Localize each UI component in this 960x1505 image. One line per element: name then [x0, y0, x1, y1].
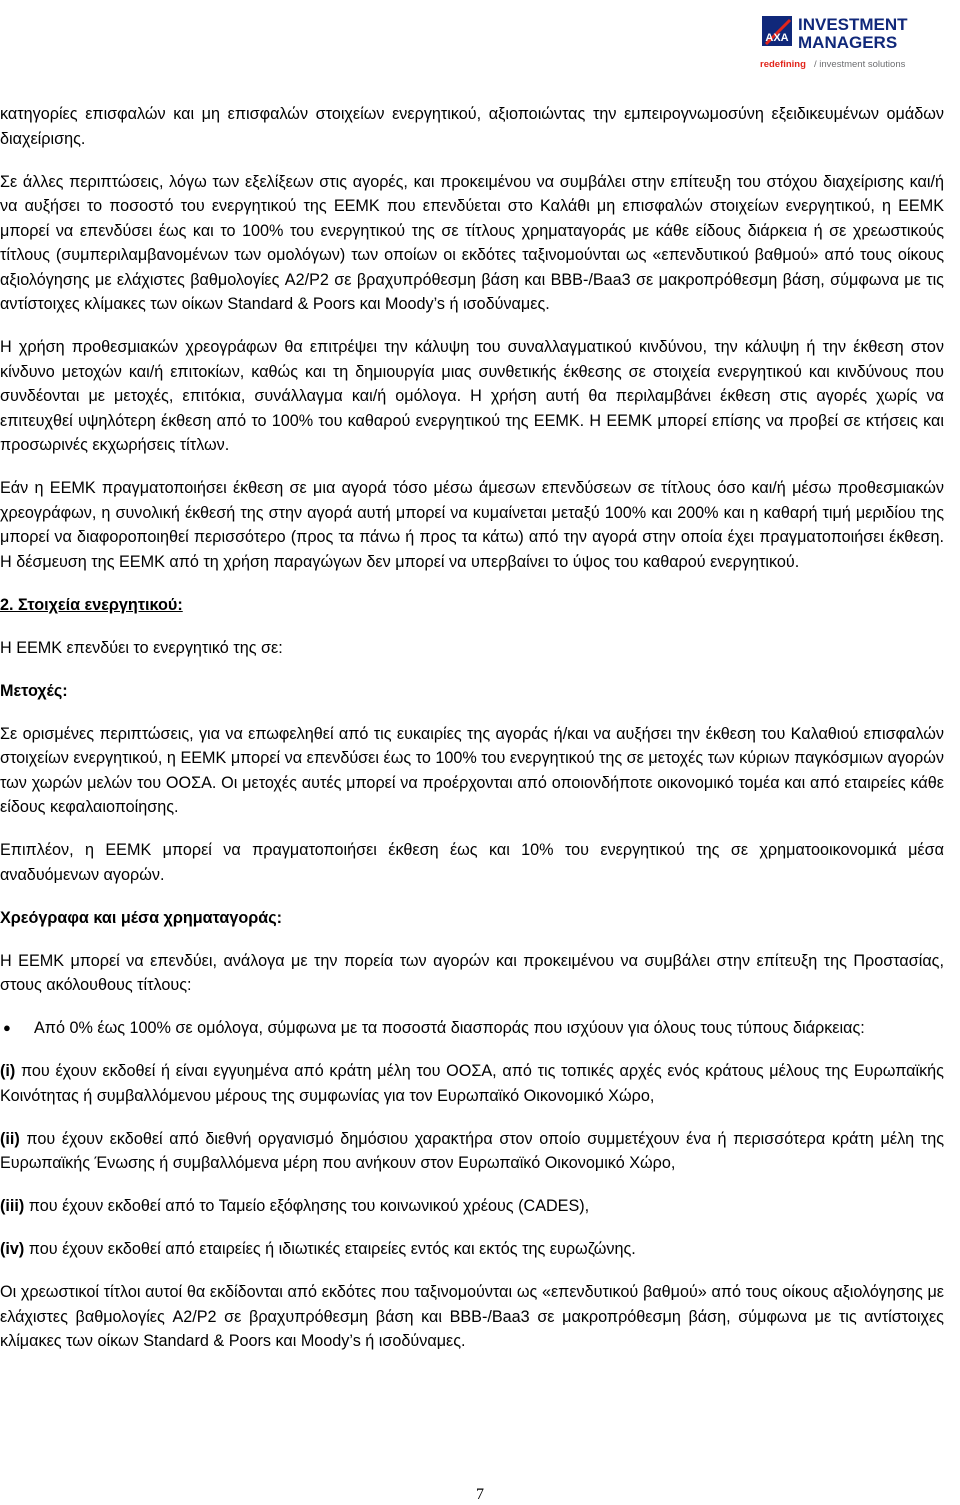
- list-text: που έχουν εκδοθεί από διεθνή οργανισμό δημόσιου χαρακτήρα στον οποίο συμμετέχουν ένα ή περισσότερα κράτη μέλη της Ευρωπαϊκής Ένωσης ή συμβαλλόμενα μέρη που ανήκουν στον Ευρωπαϊκό Οικονομικό Χώρο,: [0, 1129, 944, 1172]
- list-marker: (ii): [0, 1129, 20, 1148]
- list-item-iii: [0, 1194, 944, 1219]
- page-number: 7: [476, 1486, 484, 1503]
- bonds-heading: Χρεόγραφα και μέσα χρηματαγοράς:: [0, 908, 283, 927]
- shares-paragraph-1: Σε ορισμένες περιπτώσεις, για να επωφεληθεί από τις ευκαιρίες της αγοράς ή/και να αυξήσει την έκθεση του Καλαθιού επισφαλών στοιχείων ενεργητικού, η ΕΕΜΚ μπορεί να επενδύσει έως το 100% του ενεργητικού της σε μετοχές των κύριων παγκόσμιων αγορών των χωρών μελών του ΟΟΣΑ. Οι μετοχές αυτές μπορεί να προέρχονται από οποιονδήποτε οικονομικό τομέα και από εταιρείες κάθε είδους κεφαλαιοποίησης.: [0, 724, 944, 816]
- bullet-text: Από 0% έως 100% σε ομόλογα, σύμφωνα με τα ποσοστά διασποράς που ισχύουν για όλους τους τύπους διάρκειας:: [34, 1019, 865, 1037]
- section-2-heading: 2. Στοιχεία ενεργητικού:: [0, 595, 183, 614]
- shares-heading: Μετοχές:: [0, 681, 68, 700]
- list-item-ii: [0, 1127, 944, 1176]
- paragraph-1: κατηγορίες επισφαλών και μη επισφαλών στοιχείων ενεργητικού, αξιοποιώντας την εμπειρογνωμοσύνη εξειδικευμένων ομάδων διαχείρισης.: [0, 105, 944, 148]
- section-2-intro: Η ΕΕΜΚ επενδύει το ενεργητικό της σε:: [0, 638, 283, 657]
- list-item-i: [0, 1059, 944, 1108]
- bonds-intro: Η ΕΕΜΚ μπορεί να επενδύει, ανάλογα με την πορεία των αγορών και προκειμένου να συμβάλει στην επίτευξη της Προστασίας, στους ακόλουθους τίτλους:: [0, 951, 944, 994]
- logo-brand: AXA: [765, 32, 789, 44]
- logo-line2: MANAGERS: [798, 33, 898, 52]
- logo-line1: INVESTMENT: [798, 15, 908, 34]
- shares-paragraph-2: Επιπλέον, η ΕΕΜΚ μπορεί να πραγματοποιήσει έκθεση έως και 10% του ενεργητικού της σε χρηματοοικονομικά μέσα αναδυόμενων αγορών.: [0, 841, 944, 884]
- logo-tagline-a: redefining: [760, 59, 806, 70]
- paragraph-4: Εάν η ΕΕΜΚ πραγματοποιήσει έκθεση σε μια αγορά τόσο μέσω άμεσων επενδύσεων σε τίτλους όσο και/ή μέσω προθεσμιακών χρεογράφων, η συνολική έκθεσή της στην αγορά αυτή μπορεί να κυμαίνεται μεταξύ 100% και 200% και η καθαρή τιμή μεριδίου της μπορεί να διαφοροποιηθεί περισσότερο (προς τα πάνω ή προς τα κάτω) από την αγορά στην οποία έχει πραγματοποιήσει έκθεση. Η δέσμευση της ΕΕΜΚ από τη χρήση παραγώγων δεν μπορεί να υπερβαίνει το ύψος του καθαρού ενεργητικού.: [0, 479, 944, 571]
- bullet-item: [0, 1016, 944, 1041]
- bullet-dot-icon: ●: [3, 1020, 11, 1035]
- list-marker: (i): [0, 1062, 16, 1080]
- list-item-iv: [0, 1237, 944, 1262]
- list-text: που έχουν εκδοθεί από το Ταμείο εξόφλησης του κοινωνικού χρέους (CADES),: [24, 1197, 590, 1215]
- list-text: που έχουν εκδοθεί από εταιρείες ή ιδιωτικές εταιρείες εντός και εκτός της ευρωζώνης.: [24, 1240, 636, 1258]
- logo-tagline-b: / investment solutions: [814, 59, 906, 70]
- list-marker: (iv): [0, 1240, 25, 1258]
- list-marker: (iii): [0, 1197, 25, 1215]
- list-text: που έχουν εκδοθεί ή είναι εγγυημένα από κράτη μέλη του ΟΟΣΑ, από τις τοπικές αρχές ενός κράτους μέλους της Ευρωπαϊκής Κοινότητας ή συμβαλλόμενου μέρους της συμφωνίας για τον Ευρωπαϊκό Οικονομικό Χώρο,: [0, 1062, 944, 1105]
- paragraph-3: Η χρήση προθεσμιακών χρεογράφων θα επιτρέψει την κάλυψη του συναλλαγματικού κινδύνου, την κάλυψη ή την έκθεση στον κίνδυνο μετοχών και/ή επιτοκίων, καθώς και τη δημιουργία μιας συνθετικής έκθεσης σε στοιχεία ενεργητικού και κινδύνους που συνδέονται με μετοχές, επιτόκια, συνάλλαγμα και/ή ομόλογα. Η χρήση αυτή θα περιλαμβάνει έκθεση στις αγορές χωρίς να επιτευχθεί υψηλότερη έκθεση από το 100% του καθαρού ενεργητικού της ΕΕΜΚ. Η ΕΕΜΚ μπορεί επίσης να προβεί σε κτήσεις και προσωρινές εκχωρήσεις τίτλων.: [0, 338, 944, 454]
- paragraph-2: Σε άλλες περιπτώσεις, λόγω των εξελίξεων στις αγορές, και προκειμένου να συμβάλει στην επίτευξη του στόχου διαχείρισης και/ή να αυξήσει το ποσοστό του ενεργητικού της ΕΕΜΚ που επενδύεται στο Καλάθι μη επισφαλών στοιχείων ενεργητικού, η ΕΕΜΚ μπορεί να επενδύσει έως και το 100% του ενεργητικού της σε τίτλους χρηματαγοράς με κάθε είδους διάρκεια ή σε χρεωστικούς τίτλους (συμπεριλαμβανομένων των ομολόγων) των οποίων οι εκδότες ταξινομούνται ως «επενδυτικού βαθμού» από τους οίκους αξιολόγησης με ελάχιστες βαθμολογίες A2/P2 σε βραχυπρόθεσμη βάση και BBB-/Baa3 σε μακροπρόθεσμη βάση, σύμφωνα με τις αντίστοιχες κλίμακες των οίκων Standard & Poors και Moody’s ή ισοδύναμες.: [0, 172, 944, 313]
- axa-investment-managers-logo: [758, 8, 954, 74]
- document-body: [0, 102, 944, 1372]
- closing-paragraph: Οι χρεωστικοί τίτλοι αυτοί θα εκδίδονται από εκδότες που ταξινομούνται ως «επενδυτικού βαθμού» από τους οίκους αξιολόγησης με ελάχιστες βαθμολογίες A2/P2 σε βραχυπρόθεσμη βάση και BBB-/Baa3 σε μακροπρόθεσμη βάση, σύμφωνα με τις αντίστοιχες κλίμακες των οίκων Standard & Poors και Moody’s ή ισοδύναμες.: [0, 1283, 944, 1350]
